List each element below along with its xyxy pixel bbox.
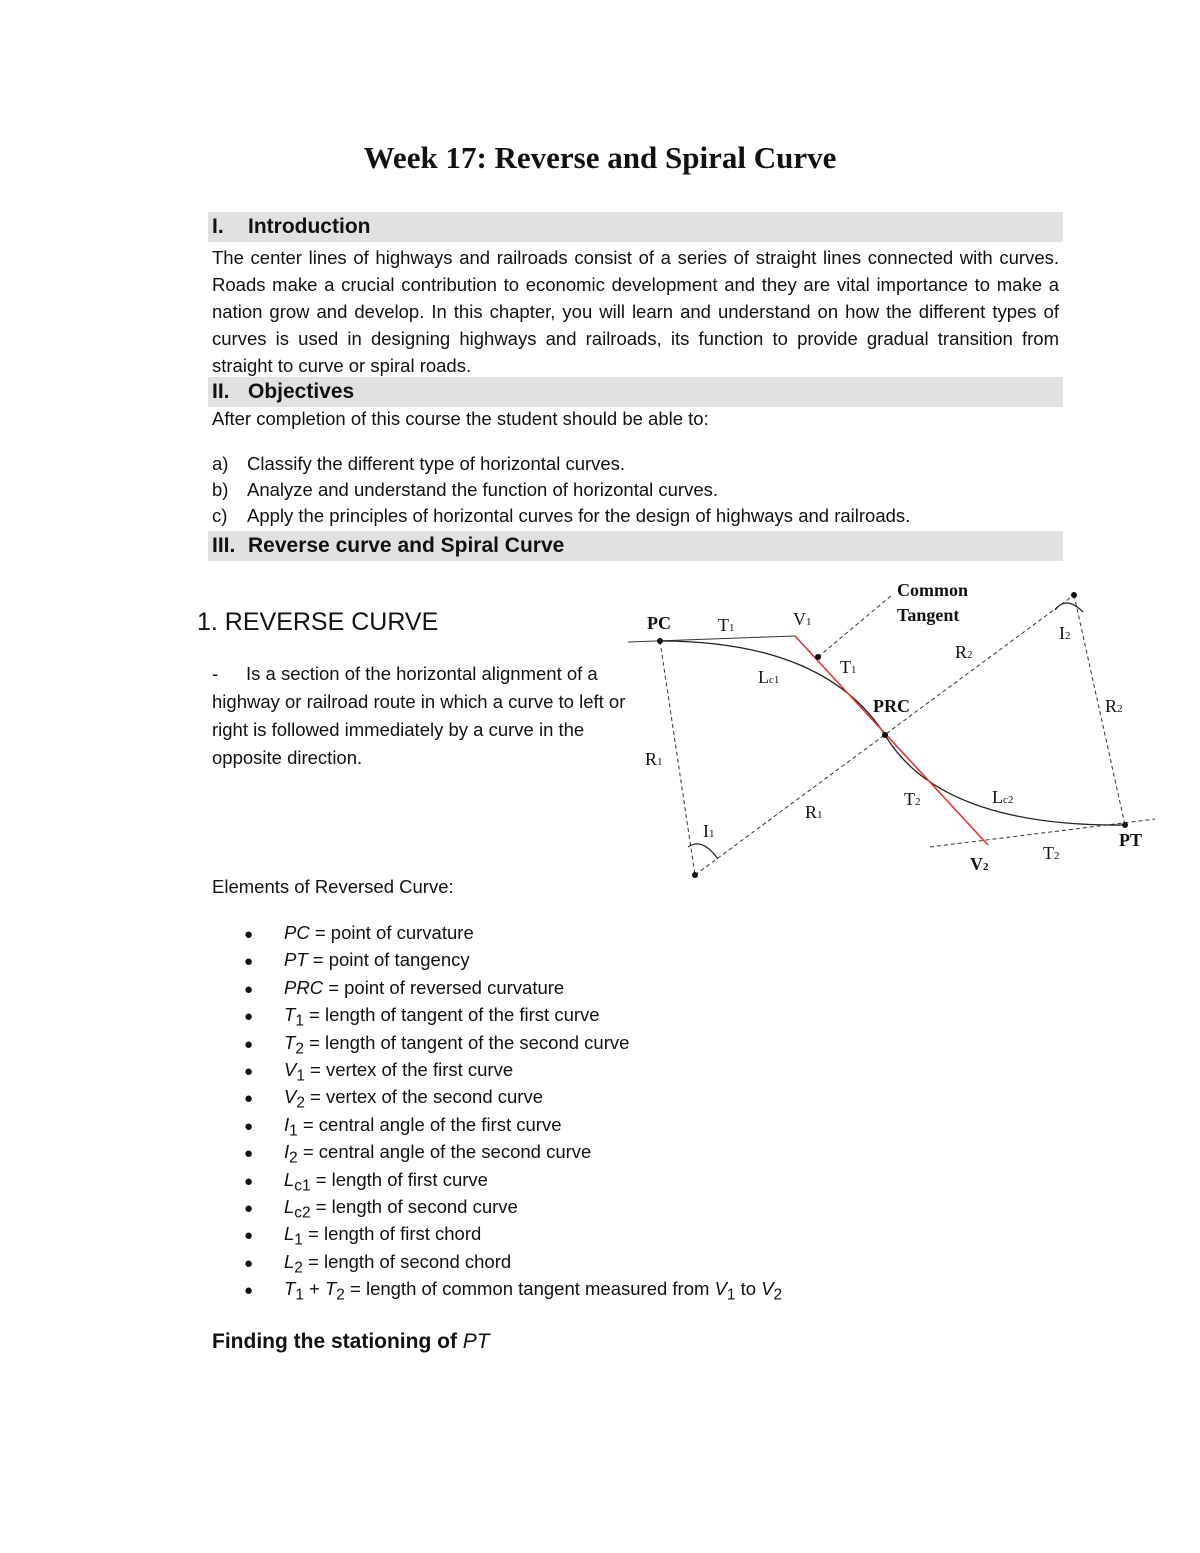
elements-list [212,919,782,1302]
objective-text: Apply the principles of horizontal curves for the design of highways and railroads. [247,505,911,526]
section-label: Introduction [248,215,371,238]
section-label: Objectives [248,380,355,403]
angle-arc-i2 [1055,603,1083,612]
point-center-1 [692,872,698,878]
label-i2: I2 [1059,623,1071,643]
list-item: ● $V_2$ = vertex of the second curve [212,1083,782,1110]
reverse-curve-heading: 1. REVERSE CURVE [197,608,439,636]
description-text: Is a section of the horizontal alignment of a highway or railroad route in which a curve to left or right is followed immediately by a curve in the opposite direction. [212,663,626,768]
label-t1-top: T1 [718,615,735,635]
label-t2-bot: T2 [1043,843,1060,863]
label-t2: T2 [904,789,921,809]
label-pt: PT [1119,830,1143,850]
bullet-icon: ● [244,1145,254,1163]
introduction-paragraph: The center lines of highways and railroads consist of a series of straight lines connected with curves. Roads make a crucial contribution to economic development and they are vital importance to make a nation grow and develop. In this chapter, you will learn and understand on how the different types of curves is used in designing highways and railroads, its function to provide gradual transition from straight to curve or spiral roads. [212,247,1059,376]
list-item: ● $L_2$ = length of second chord [212,1248,782,1275]
section-header-introduction [208,212,1063,242]
list-item: ● PC = point of curvature [212,919,782,946]
list-item: ● $I_2$ = central angle of the second curve [212,1138,782,1165]
label-prc: PRC [873,696,910,716]
label-tangent: Tangent [897,605,960,625]
section-number: II. [212,380,230,403]
label-v2: V2 [970,854,989,874]
bullet-icon: ● [244,1227,254,1245]
label-lc2: Lc2 [992,787,1014,807]
section-label: Reverse curve and Spiral Curve [248,534,565,557]
point-t1 [815,654,821,660]
label-r2-top: R2 [955,642,973,662]
page-title: Week 17: Reverse and Spiral Curve [363,140,837,175]
list-item: ● $V_1$ = vertex of the first curve [212,1056,782,1083]
radius-r1-left [660,641,695,875]
label-t1-mid: T1 [840,657,857,677]
bullet-icon: ● [244,1199,254,1217]
bullet-icon: ● [244,1282,254,1300]
point-center-2 [1071,592,1077,598]
objective-item [212,451,625,477]
list-item: ● $L_{c2}$ = length of second curve [212,1193,782,1220]
objectives-lead: After completion of this course the student should be able to: [212,408,709,429]
label-common: Common [897,580,968,600]
dash-marker: - [212,663,219,684]
label-r1-left: R1 [645,749,663,769]
bullet-icon: ● [244,1254,254,1272]
common-tangent-line [795,636,988,845]
objective-marker: c) [212,505,228,526]
label-pc: PC [647,613,671,633]
label-v1: V1 [793,609,812,629]
bullet-icon: ● [244,980,254,998]
bullet-icon: ● [244,1172,254,1190]
list-item: ● $L_1$ = length of first chord [212,1220,782,1247]
point-pc [657,638,663,644]
list-item: ● $T_1 + T_2$ = length of common tangent measured from $V_1$ to $V_2$ [212,1275,782,1302]
finding-stationing-heading: Finding the stationing of PT [212,1330,490,1353]
objective-item [212,503,910,529]
reverse-curve-description [212,660,632,772]
section-number: III. [212,534,236,557]
point-prc [882,732,888,738]
objective-text: Analyze and understand the function of horizontal curves. [247,479,719,500]
curve-lc2 [885,735,1125,825]
list-item: ● PT = point of tangency [212,946,782,973]
objective-text: Classify the different type of horizontal curves. [247,453,626,474]
curve-lc1 [660,641,885,735]
list-item: ● PRC = point of reversed curvature [212,974,782,1001]
bullet-icon: ● [244,1035,254,1053]
label-r1-mid: R1 [805,802,823,822]
bullet-icon: ● [244,1008,254,1026]
section-header-objectives [208,377,1063,407]
bullet-icon: ● [244,1117,254,1135]
list-item: ● $L_{c1}$ = length of first curve [212,1166,782,1193]
section-number: I. [212,215,224,238]
bullet-icon: ● [244,953,254,971]
objective-marker: a) [212,453,229,474]
list-item: ● $I_1$ = central angle of the first curve [212,1111,782,1138]
bullet-icon: ● [244,926,254,943]
bullet-icon: ● [244,1062,254,1080]
objective-item [212,477,718,503]
back-tangent-line [628,636,795,642]
common-tangent-pointer [818,595,892,657]
reverse-curve-diagram [600,575,1160,885]
elements-heading: Elements of Reversed Curve: [212,876,454,897]
bullet-icon: ● [244,1090,254,1108]
label-i1: I1 [703,821,715,841]
section-header-reverse-spiral [208,531,1063,561]
list-item: ● $T_2$ = length of tangent of the second curve [212,1029,782,1056]
point-pt [1122,822,1128,828]
list-item: ● $T_1$ = length of tangent of the first curve [212,1001,782,1028]
label-r2-right: R2 [1105,696,1123,716]
label-lc1: Lc1 [758,667,780,687]
objective-marker: b) [212,479,229,500]
